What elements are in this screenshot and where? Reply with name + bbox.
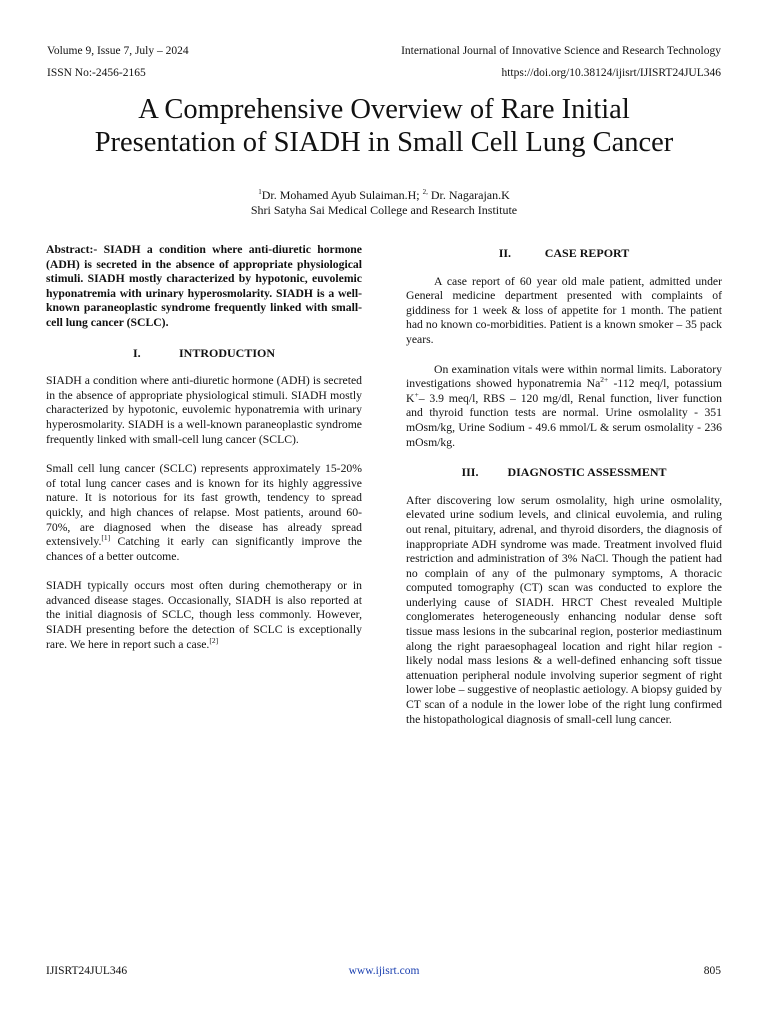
abstract: Abstract:- SIADH a condition where anti-diuretic hormone (ADH) is secreted in the absence of appropriate physiological stimuli. SIADH mostly characterized by hypotonic, euvolemic hyponatremia with urinary hyperosmolarity. SIADH is a well-known paraneoplastic syndrome frequently linked with small-cell lung cancer (SCLC).	[46, 243, 362, 329]
title-line-2: Presentation of SIADH in Small Cell Lung Cancer	[94, 127, 674, 158]
doi-link[interactable]: https://doi.org/10.38124/ijisrt/IJISRT24JUL346	[501, 67, 721, 79]
right-column	[406, 243, 722, 742]
footer-website-link[interactable]: www.ijisrt.com	[348, 965, 420, 977]
intro-p2-text-b: Catching it early can significantly improve the chances of a better outcome.	[46, 535, 362, 563]
author-1-marker: 1	[258, 188, 262, 196]
intro-paragraph-3	[46, 579, 362, 652]
section-heading-case-report	[406, 246, 722, 261]
section-number: I.	[132, 345, 141, 360]
author-2: Dr. Nagarajan.K	[430, 188, 510, 202]
paper-title	[40, 93, 728, 159]
author-2-marker: 2,	[422, 188, 428, 196]
case-paragraph-1: A case report of 60 year old male patient, admitted under General medicine department presented with complaints of giddiness for 1 week & loss of appetite for 1 month. The patient had no known co-morbidities. Patient is a known smoker – 35 pack years.	[406, 274, 722, 346]
author-line	[60, 188, 708, 203]
section-heading-diagnostic-assessment	[406, 465, 722, 480]
page-number: 805	[703, 965, 721, 977]
case-p2-text-a: On examination vitals were within normal limits. Laboratory investigations showed hyponatremia Na	[406, 362, 722, 391]
volume-info: Volume 9, Issue 7, July – 2024	[47, 45, 189, 57]
potassium-charge: +	[414, 389, 419, 399]
journal-name: International Journal of Innovative Science and Research Technology	[401, 45, 721, 57]
diagnostic-paragraph-1: After discovering low serum osmolality, high urine osmolality, elevated urine sodium levels, and clinical euvolemia, and ruling out renal, pituitary, adrenal, and thyroid disorders, the diagnosis of inappropriate ADH syndrome was made. Treatment involved fluid restriction and administration of 3% NaCl. Though the patient had no complain of any of the pulmonary symptoms, A thoracic computed tomography (CT) scan was conducted to explore the underlying cause of SIADH. HRCT Chest revealed Multiple conglomerates heterogeneously enhancing nodular dense soft tissue mass lesions in the subcarinal region, posterior mediastinum along the right paraesophageal location and right hilar region -likely nodal mass lesions & a well-defined enhancing soft tissue attenuation peripheral nodule involving superior segment of right lower lobe – suggestive of neoplastic aetiology. A biopsy guided by CT scan of a nodule in the lower lobe of the right lung confirmed the histopathological diagnosis of small-cell lung cancer.	[406, 493, 722, 726]
intro-paragraph-1: SIADH a condition where anti-diuretic hormone (ADH) is secreted in the absence of appropriate physiological stimuli. SIADH mostly characterized by hypotonic, euvolemic hyponatremia with urinary hyperosmolarity. SIADH is a well-known paraneoplastic syndrome frequently linked with small-cell lung cancer (SCLC).	[46, 374, 362, 446]
left-column	[46, 243, 362, 667]
intro-p2-text-a: Small cell lung cancer (SCLC) represents approximately 15-20% of total lung cancer cases and is known for its highly aggressive nature. It is notorious for its fast growth, tendency to spread quickly, and high chances of relapse. Most patients, around 60-70%, are diagnosed when the disease has already spread extensively.	[46, 462, 362, 549]
case-p2-text-b: -112 meq/l, potassium K	[406, 377, 722, 405]
section-number: II.	[498, 246, 512, 260]
title-line-1: A Comprehensive Overview of Rare Initial	[138, 94, 630, 125]
citation-1[interactable]: [1]	[101, 533, 111, 543]
footer-article-id: IJISRT24JUL346	[46, 965, 128, 977]
section-heading-introduction	[46, 346, 362, 361]
authors-block	[60, 188, 708, 218]
citation-2[interactable]: [2]	[209, 635, 219, 645]
issn: ISSN No:-2456-2165	[47, 67, 146, 79]
author-1: Dr. Mohamed Ayub Sulaiman.H;	[261, 188, 420, 202]
section-title: DIAGNOSTIC ASSESSMENT	[507, 465, 667, 480]
affiliation: Shri Satyha Sai Medical College and Research Institute	[250, 203, 518, 217]
intro-p3-text: SIADH typically occurs most often during chemotherapy or in advanced disease stages. Occasionally, SIADH is also reported at the initial diagnosis of SCLC, though less commonly. However, SIADH presenting before the detection of SCLC is exceptionally rare. We here in report such a case.	[46, 579, 362, 651]
section-number: III.	[461, 465, 479, 480]
case-paragraph-2	[406, 363, 722, 451]
case-p2-text-c: – 3.9 meq/l, RBS – 120 mg/dl, Renal function, liver function and thyroid function tests are normal. Urine osmolality - 351 mOsm/kg, Urine Sodium - 49.6 mmol/L & serum osmolality - 236 mOsm/kg.	[406, 391, 722, 449]
intro-paragraph-2	[46, 462, 362, 564]
section-title: INTRODUCTION	[178, 345, 275, 360]
sodium-charge: 2+	[600, 375, 609, 385]
section-title: CASE REPORT	[544, 246, 630, 260]
